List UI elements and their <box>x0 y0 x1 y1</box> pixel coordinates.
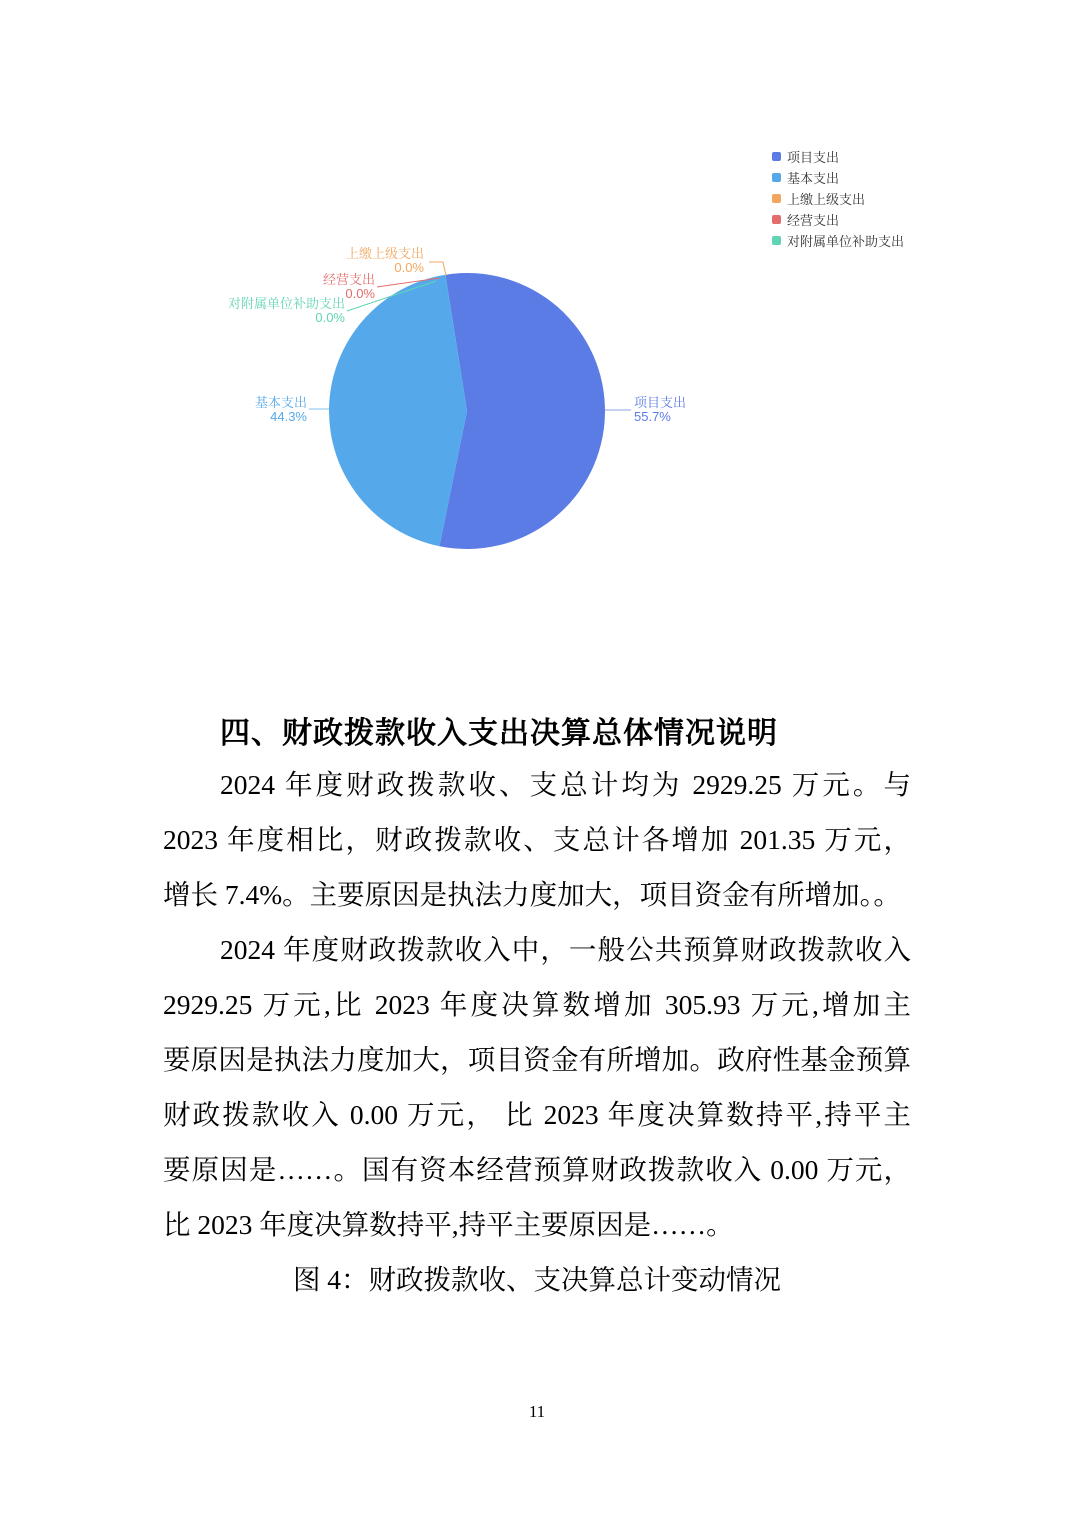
paragraph-line: 增长 7.4%。主要原因是执法力度加大，项目资金有所增加。。 <box>163 879 901 910</box>
legend-swatch-upper-level <box>772 194 781 203</box>
paragraph-line: 2023 年度相比，财政拨款收、支总计各增加 201.35 万元， <box>163 824 911 855</box>
pie-label-project-pct: 55.7% <box>634 409 671 424</box>
legend-item-subsidy <box>772 234 904 247</box>
pie-label-basic-pct: 44.3% <box>270 409 307 424</box>
legend-label: 上缴上级支出 <box>787 192 866 207</box>
legend-item-project <box>772 150 904 163</box>
page-number: 11 <box>528 1402 546 1421</box>
paragraph-line: 2929.25 万元,比 2023 年度决算数增加 305.93 万元,增加主 <box>163 989 911 1020</box>
pie-label-operating-pct: 0.0% <box>345 286 375 301</box>
legend-item-basic <box>772 171 904 184</box>
pie-label-upper-level: 上缴上级支出 <box>345 246 424 261</box>
paragraph-line: 比 2023 年度决算数持平,持平主要原因是……。 <box>163 1209 734 1240</box>
chart-legend <box>772 150 904 255</box>
pie-label-project: 项目支出 <box>634 395 687 410</box>
legend-swatch-project <box>772 152 781 161</box>
paragraph-line: 财政拨款收入 0.00 万元， 比 2023 年度决算数持平,持平主 <box>163 1099 911 1130</box>
paragraph-line: 2024 年度财政拨款收入中，一般公共预算财政拨款收入 <box>220 934 911 965</box>
section-heading: 四、财政拨款收入支出决算总体情况说明 <box>220 717 778 750</box>
paragraph-line: 2024 年度财政拨款收、支总计均为 2929.25 万元。与 <box>220 769 911 800</box>
pie-label-basic: 基本支出 <box>254 395 307 410</box>
pie-slice-basic-expenditure <box>329 275 467 547</box>
legend-swatch-subsidy <box>772 236 781 245</box>
label-line-upper-level <box>429 262 446 276</box>
legend-swatch-operating <box>772 215 781 224</box>
body-text <box>163 757 911 1307</box>
legend-item-operating <box>772 213 904 226</box>
legend-label: 项目支出 <box>787 150 840 165</box>
pie-chart <box>0 0 1074 660</box>
figure-caption: 图 4：财政拨款收、支决算总计变动情况 <box>292 1264 782 1295</box>
pie-label-operating: 经营支出 <box>322 272 375 287</box>
legend-label: 基本支出 <box>787 171 840 186</box>
legend-label: 经营支出 <box>787 213 840 228</box>
paragraph-line: 要原因是执法力度加大，项目资金有所增加。政府性基金预算 <box>163 1044 911 1075</box>
legend-swatch-basic <box>772 173 781 182</box>
legend-label: 对附属单位补助支出 <box>787 234 905 249</box>
pie-label-subsidy-pct: 0.0% <box>315 310 345 325</box>
legend-item-upper-level <box>772 192 904 205</box>
pie-label-upper-level-pct: 0.0% <box>394 260 424 275</box>
pie-label-subsidy: 对附属单位补助支出 <box>227 296 345 311</box>
paragraph-line: 要原因是……。国有资本经营预算财政拨款收入 0.00 万元， <box>163 1154 911 1185</box>
